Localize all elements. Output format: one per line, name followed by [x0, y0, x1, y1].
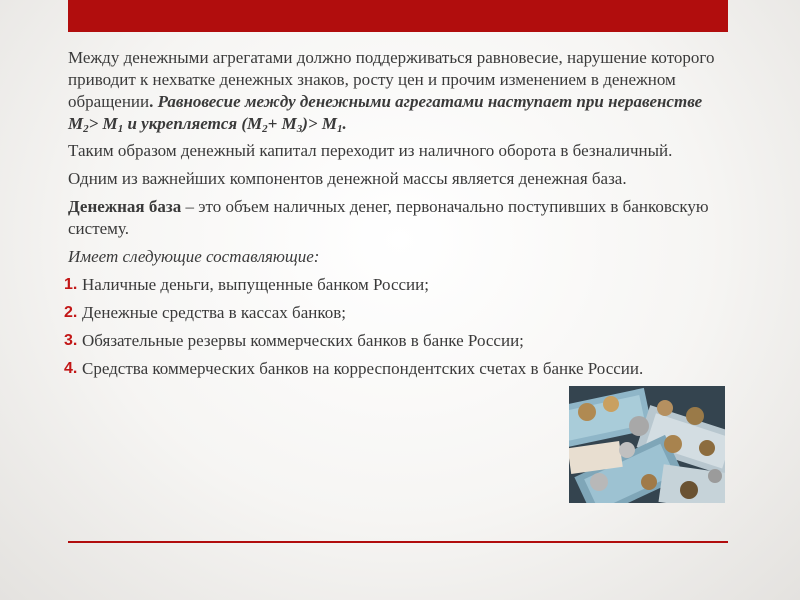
list-item-text: Денежные средства в кассах банков;: [82, 303, 346, 322]
list-item-text: Наличные деньги, выпущенные банком России;: [82, 275, 429, 294]
definition-paragraph: [68, 196, 723, 240]
list-item: [64, 274, 723, 296]
components-intro: Имеет следующие составляющие:: [68, 247, 320, 266]
list-number: 2.: [64, 304, 78, 321]
subscript-m3: 3: [296, 123, 303, 135]
intro-plain-text: Между денежными агрегатами должно поддерживаться равновесие, нарушение которого приводит к нехватке денежных знаков, росту цен и прочим изменением в денежном обращении: [68, 48, 715, 111]
intro-dot: .: [149, 92, 158, 111]
equilibrium-close-gt-m: )> М: [302, 114, 337, 133]
intro-paragraph: [68, 47, 723, 135]
list-item: [64, 330, 723, 352]
bottom-accent-rule: [68, 541, 728, 543]
equilibrium-text-start: Равновесие между денежными агрегатами наступает при неравенстве М: [68, 92, 703, 133]
equilibrium-plus-m: + М: [267, 114, 297, 133]
definition-text: – это объем наличных денег, первоначально поступивших в банковскую систему.: [68, 197, 709, 238]
top-accent-bar: [68, 0, 728, 32]
monetary-base-paragraph: Одним из важнейших компонентов денежной массы является денежная база.: [68, 169, 627, 188]
list-number: 3.: [64, 332, 78, 349]
list-item: [64, 302, 723, 324]
equilibrium-end-dot: .: [342, 114, 347, 133]
equilibrium-gt-m: > М: [88, 114, 118, 133]
list-item: [64, 358, 723, 380]
banknotes-and-coins-illustration: [569, 386, 725, 503]
definition-term: Денежная база: [68, 197, 182, 216]
equilibrium-statement: [68, 92, 702, 133]
subscript-m1: 1: [117, 123, 124, 135]
slide-content: [64, 47, 723, 386]
list-item-text: Средства коммерческих банков на корреспондентских счетах в банке России.: [82, 359, 644, 378]
list-number: 1.: [64, 276, 78, 293]
list-number: 4.: [64, 360, 78, 377]
components-list: [64, 274, 723, 380]
money-photo: [569, 386, 725, 503]
list-item-text: Обязательные резервы коммерческих банков в банке России;: [82, 331, 524, 350]
subscript-m2: 2: [83, 123, 89, 135]
subscript-m2-second: 2: [262, 123, 268, 135]
cashless-paragraph: Таким образом денежный капитал переходит из наличного оборота в безналичный.: [68, 141, 673, 160]
subscript-m1-second: 1: [336, 123, 343, 135]
equilibrium-strengthens: и укрепляется (М: [123, 114, 263, 133]
